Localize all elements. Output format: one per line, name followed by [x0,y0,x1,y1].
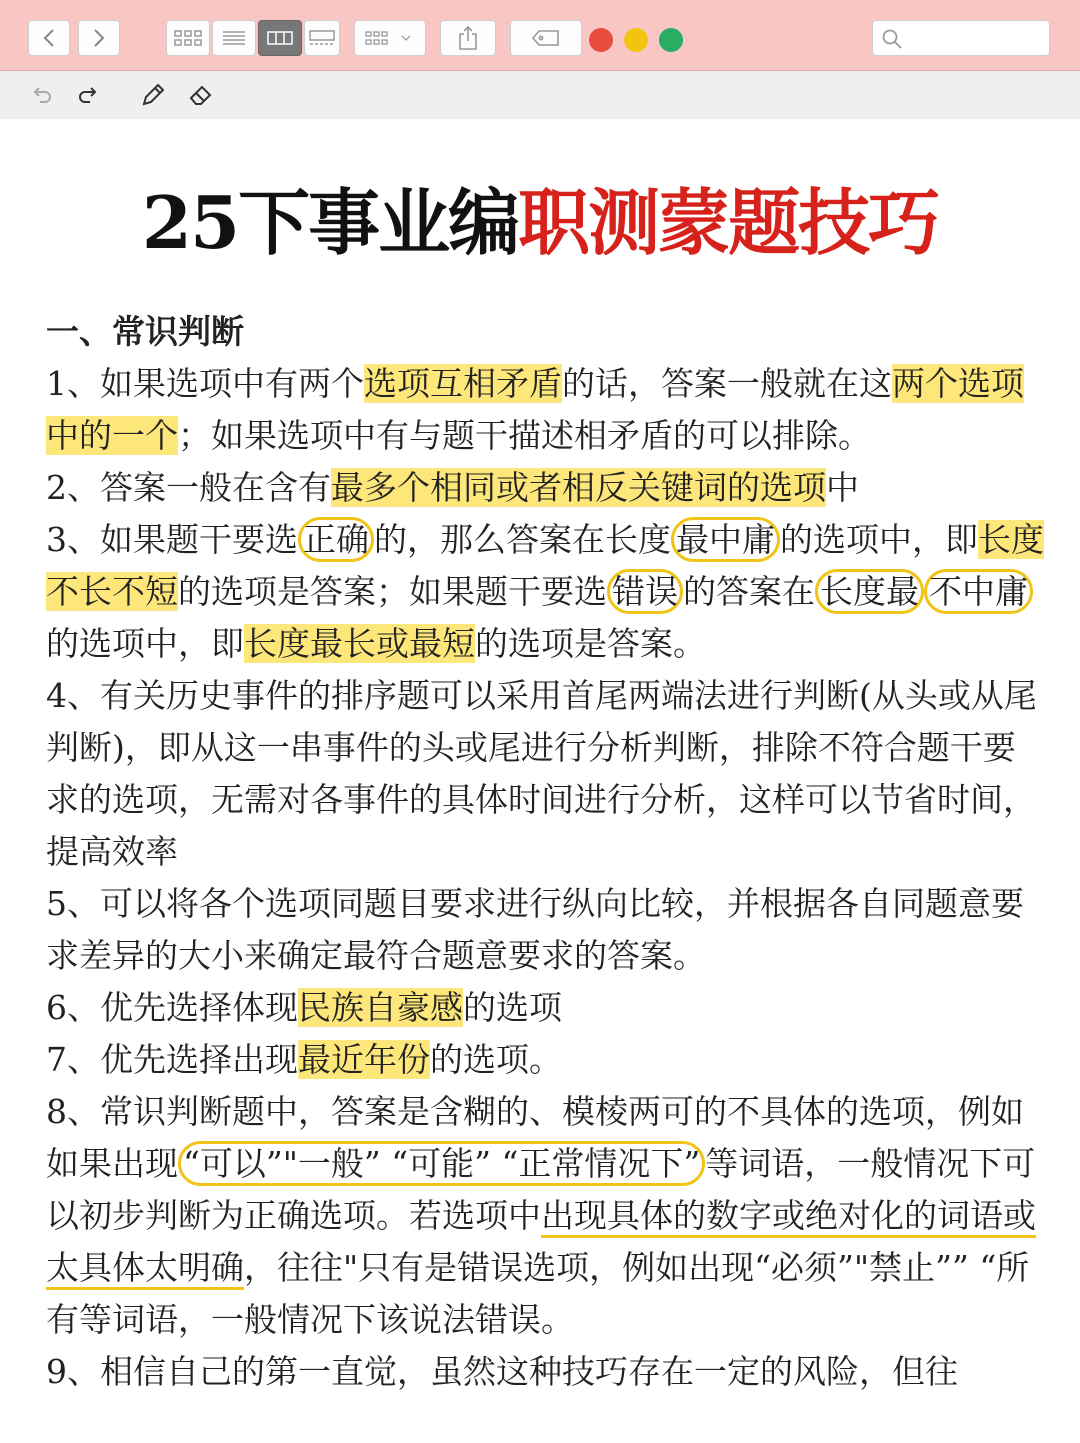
text: 的选项中，即 [780,520,978,559]
list-view-icon [221,29,247,47]
pencil-button[interactable] [138,80,168,110]
page-title [0,178,1080,268]
back-button[interactable] [28,20,70,56]
redo-button[interactable] [72,80,102,110]
grid-view-icon [173,29,203,47]
text: 7、优先选择出现 [46,1040,298,1079]
title-black-part: 25下事业编 [141,180,519,265]
text: 6、优先选择体现 [46,988,298,1027]
redo-icon [75,83,99,107]
text: 的选项是答案；如果题干要选 [178,572,607,611]
text: 3、如果题干要选 [46,520,298,559]
text: 的选项中，即 [46,624,244,663]
tip-5: 5、可以将各个选项同题目要求进行纵向比较，并根据各自同题意要求差异的大小来确定最符合题意要求的答案。 [46,884,1024,975]
highlight: 最多个相同或者相反关键词的选项 [331,468,826,507]
section-heading: 一、常识判断 [46,312,244,351]
share-icon [457,25,479,51]
circled-text: 最中庸 [671,517,780,562]
circled-text: 不中庸 [924,569,1033,614]
highlight: 民族自豪感 [298,988,463,1027]
circled-text: “可以”"一般” “可能” “正常情况下” [178,1141,705,1186]
text: 1、如果选项中有两个 [46,364,364,403]
tip-3 [46,514,1046,670]
text: 的话，答案一般就在这 [562,364,892,403]
chevron-right-icon [92,28,106,48]
gallery-view-button[interactable] [304,20,340,56]
tip-1 [46,358,1046,462]
text: ；如果选项中有与题干描述相矛盾的可以排除。 [178,416,871,455]
highlight: 长度不长不短 [46,520,1044,611]
circled-text: 长度最 [815,569,924,614]
highlight: 最近年份 [298,1040,430,1079]
window-toolbar [0,0,1080,71]
search-input[interactable] [872,20,1050,56]
text: 8、常识判断题中，答案是含糊的、模棱两可的不具体的选项，例如如果出现 [46,1092,1024,1183]
tip-8 [46,1086,1046,1346]
text: 的答案在 [683,572,815,611]
group-by-button[interactable] [354,20,426,56]
text: 中 [826,468,859,507]
eraser-button[interactable] [186,80,216,110]
column-view-icon [266,29,294,47]
group-by-icon [364,29,416,47]
underlined-text: 出现具体的数字或绝对化的词语或太具体太明确 [46,1196,1036,1290]
forward-button[interactable] [78,20,120,56]
eraser-icon [188,82,214,108]
gallery-view-icon [308,29,336,47]
tip-9: 9、相信自己的第一直觉，虽然这种技巧存在一定的风险，但往 [46,1352,958,1391]
text: 2、答案一般在含有 [46,468,331,507]
highlight: 选项互相矛盾 [364,364,562,403]
tip-6 [46,982,1046,1034]
highlight: 长度最长或最短 [244,624,475,663]
tip-2 [46,462,1046,514]
text: 的选项。 [430,1040,562,1079]
minimize-window-dot[interactable] [624,28,648,52]
highlight: 两个选项中的一个 [46,364,1024,455]
column-view-button[interactable] [258,20,302,56]
text: 的，那么答案在长度 [374,520,671,559]
undo-button[interactable] [28,80,58,110]
tip-7 [46,1034,1046,1086]
maximize-window-dot[interactable] [659,28,683,52]
grid-view-button[interactable] [166,20,210,56]
circled-text: 正确 [298,517,374,562]
tip-4: 4、有关历史事件的排序题可以采用首尾两端法进行判断(从头或从尾判断)，即从这一串事件的头或尾进行分析判断，排除不符合题干要求的选项，无需对各事件的具体时间进行分析，这样可以节省时间，提高效率 [46,676,1037,871]
close-window-dot[interactable] [589,28,613,52]
tag-icon [531,29,561,47]
text: 等词语，一般情况下可以初步判断为正确选项。若选项中 [46,1144,1036,1235]
title-red-part: 职测蒙题技巧 [518,180,939,265]
search-icon [881,28,903,50]
text: 的选项是答案。 [475,624,706,663]
circled-text: 错误 [607,569,683,614]
text: 的选项 [463,988,562,1027]
chevron-left-icon [42,28,56,48]
tag-button[interactable] [510,20,582,56]
pencil-icon [140,82,166,108]
undo-icon [31,83,55,107]
text: ，往往"只有是错误选项，例如出现“必须”"禁止”” “所有等词语，一般情况下该说法错误。 [46,1248,1030,1339]
document-body [46,306,1046,1398]
list-view-button[interactable] [212,20,256,56]
share-button[interactable] [440,20,496,56]
